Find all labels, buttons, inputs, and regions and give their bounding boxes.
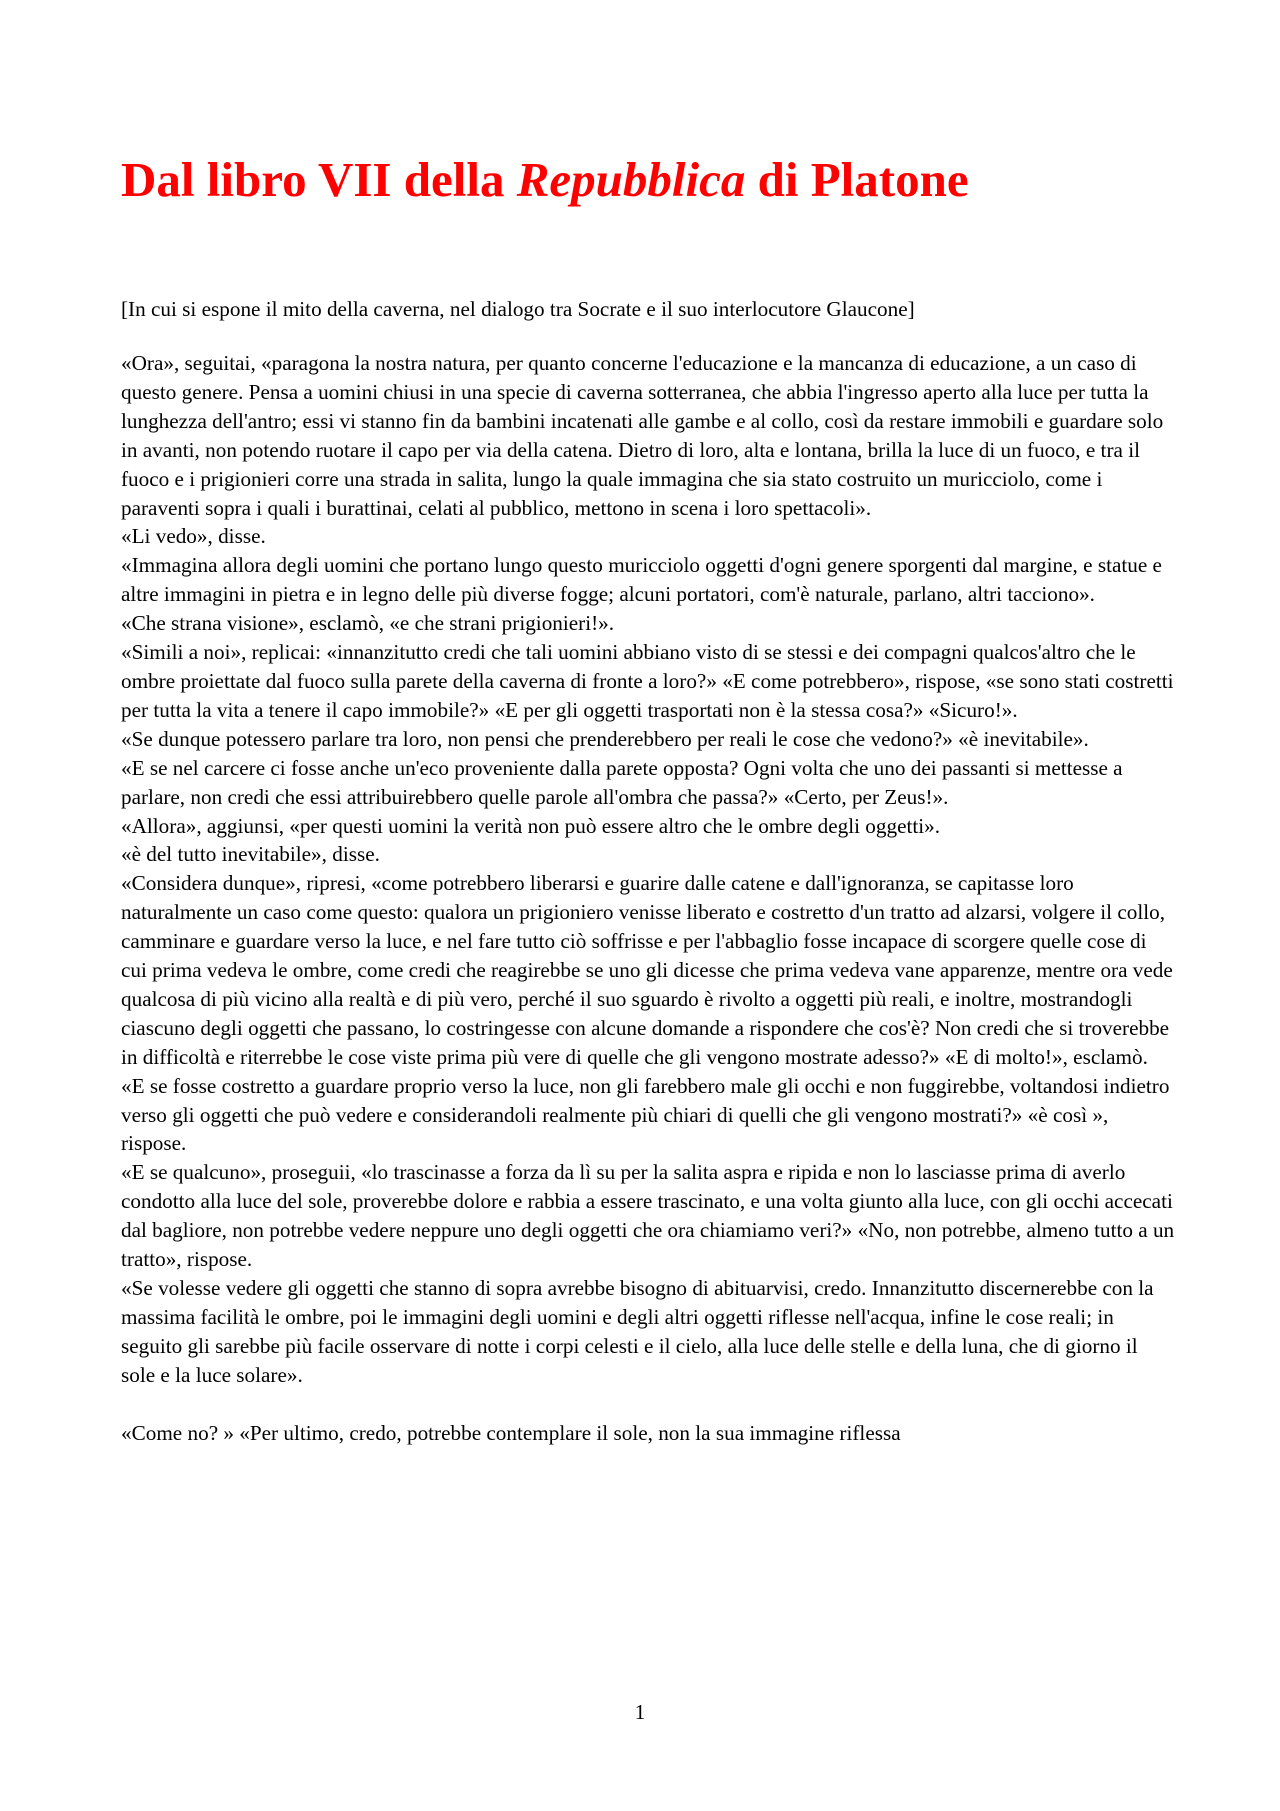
paragraph: «Allora», aggiunsi, «per questi uomini la verità non può essere altro che le ombre degli oggetti».: [121, 813, 941, 838]
page-number: 1: [634, 1700, 646, 1724]
paragraph: «Se volesse vedere gli oggetti che stanno di sopra avrebbe bisogno di abituarvisi, credo. Innanzitutto discernerebbe con la massima facilità le ombre, poi le immagini degli uomini e degli altri oggetti riflesse nell'acqua, infine le cose reali; in seguito gli sarebbe più facile osservare di notte i corpi celesti e il cielo, alla luce delle stelle e della luna, che di giorno il sole e la luce solare».: [121, 1276, 1154, 1387]
title-suffix: di Platone: [745, 152, 969, 207]
paragraph: «Come no? » «Per ultimo, credo, potrebbe contemplare il sole, non la sua immagine riflessa: [121, 1420, 901, 1445]
paragraph: «Li vedo», disse.: [121, 524, 266, 549]
paragraph: «Considera dunque», ripresi, «come potrebbero liberarsi e guarire dalle catene e dall'ignoranza, se capitasse loro naturalmente un caso come questo: qualora un prigioniero venisse liberato e costretto d'un tratto ad alzarsi, volgere il collo, camminare e guardare verso la luce, e nel fare tutto ciò soffrisse e per l'abbaglio fosse incapace di scorgere quelle cose di cui prima vedeva le ombre, come credi che reagirebbe se uno gli dicesse che prima vedeva vane apparenze, mentre ora vede qualcosa di più vicino alla realtà e di più vero, perché il suo sguardo è rivolto a oggetti più reali, e inoltre, mostrandogli ciascuno degli oggetti che passano, lo costringesse con alcune domande a rispondere che cos'è? Non credi che si troverebbe in difficoltà e riterrebbe le cose viste prima più vere di quelle che gli vengono mostrate adesso?» «E di molto!», esclamò.: [121, 871, 1173, 1069]
title-prefix: Dal libro VII della: [121, 152, 517, 207]
paragraph: «Se dunque potessero parlare tra loro, non pensi che prenderebbero per reali le cose che vedono?» «è inevitabile».: [121, 726, 1089, 751]
paragraph: «Simili a noi», replicai: «innanzitutto credi che tali uomini abbiano visto di se stessi e dei compagni qualcos'altro che le ombre proiettate dal fuoco sulla parete della caverna di fronte a loro?» «E come potrebbero», rispose, «se sono stati costretti per tutta la vita a tenere il capo immobile?» «E per gli oggetti trasportati non è la stessa cosa?» «Sicuro!».: [121, 640, 1174, 722]
subtitle: [In cui si espone il mito della caverna, nel dialogo tra Socrate e il suo interlocutore Glaucone]: [121, 297, 915, 321]
page-title: [121, 150, 969, 210]
paragraph: «è del tutto inevitabile», disse.: [121, 842, 380, 867]
title-italic-work: Repubblica: [516, 152, 746, 207]
paragraph: «Ora», seguitai, «paragona la nostra natura, per quanto concerne l'educazione e la mancanza di educazione, a un caso di questo genere. Pensa a uomini chiusi in una specie di caverna sotterranea, che abbia l'ingresso aperto alla luce per tutta la lunghezza dell'antro; essi vi stanno fin da bambini incatenati alle gambe e al collo, così da restare immobili e guardare solo in avanti, non potendo ruotare il capo per via della catena. Dietro di loro, alta e lontana, brilla la luce di un fuoco, e tra il fuoco e i prigionieri corre una strada in salita, lungo la quale immagina che sia stato costruito un muricciolo, come i paraventi sopra i quali i burattinai, celati al pubblico, mettono in scena i loro spettacoli».: [121, 351, 1164, 520]
paragraph: «Che strana visione», esclamò, «e che strani prigionieri!».: [121, 611, 615, 636]
paragraph: «E se qualcuno», proseguii, «lo trascinasse a forza da lì su per la salita aspra e ripida e non lo lasciasse prima di averlo condotto alla luce del sole, proverebbe dolore e rabbia a essere trascinato, e una volta giunto alla luce, con gli occhi accecati dal bagliore, non potrebbe vedere neppure uno degli oggetti che ora chiamiamo veri?» «No, non potrebbe, almeno tutto a un tratto», rispose.: [121, 1160, 1175, 1272]
paragraph: «Immagina allora degli uomini che portano lungo questo muricciolo oggetti d'ogni genere sporgenti dal margine, e statue e altre immagini in pietra e in legno delle più diverse fogge; alcuni portatori, com'è naturale, parlano, altri tacciono».: [121, 553, 1162, 607]
body-text: [121, 349, 1176, 1448]
paragraph: «E se fosse costretto a guardare proprio verso la luce, non gli farebbero male gli occhi e non fuggirebbe, voltandosi indietro verso gli oggetti che può vedere e considerandoli realmente più chiari di quelli che gli vengono mostrati?» «è così », rispose.: [121, 1073, 1170, 1156]
paragraph: «E se nel carcere ci fosse anche un'eco proveniente dalla parete opposta? Ogni volta che uno dei passanti si mettesse a parlare, non credi che essi attribuirebbero quelle parole all'ombra che passa?» «Certo, per Zeus!».: [121, 755, 1123, 809]
